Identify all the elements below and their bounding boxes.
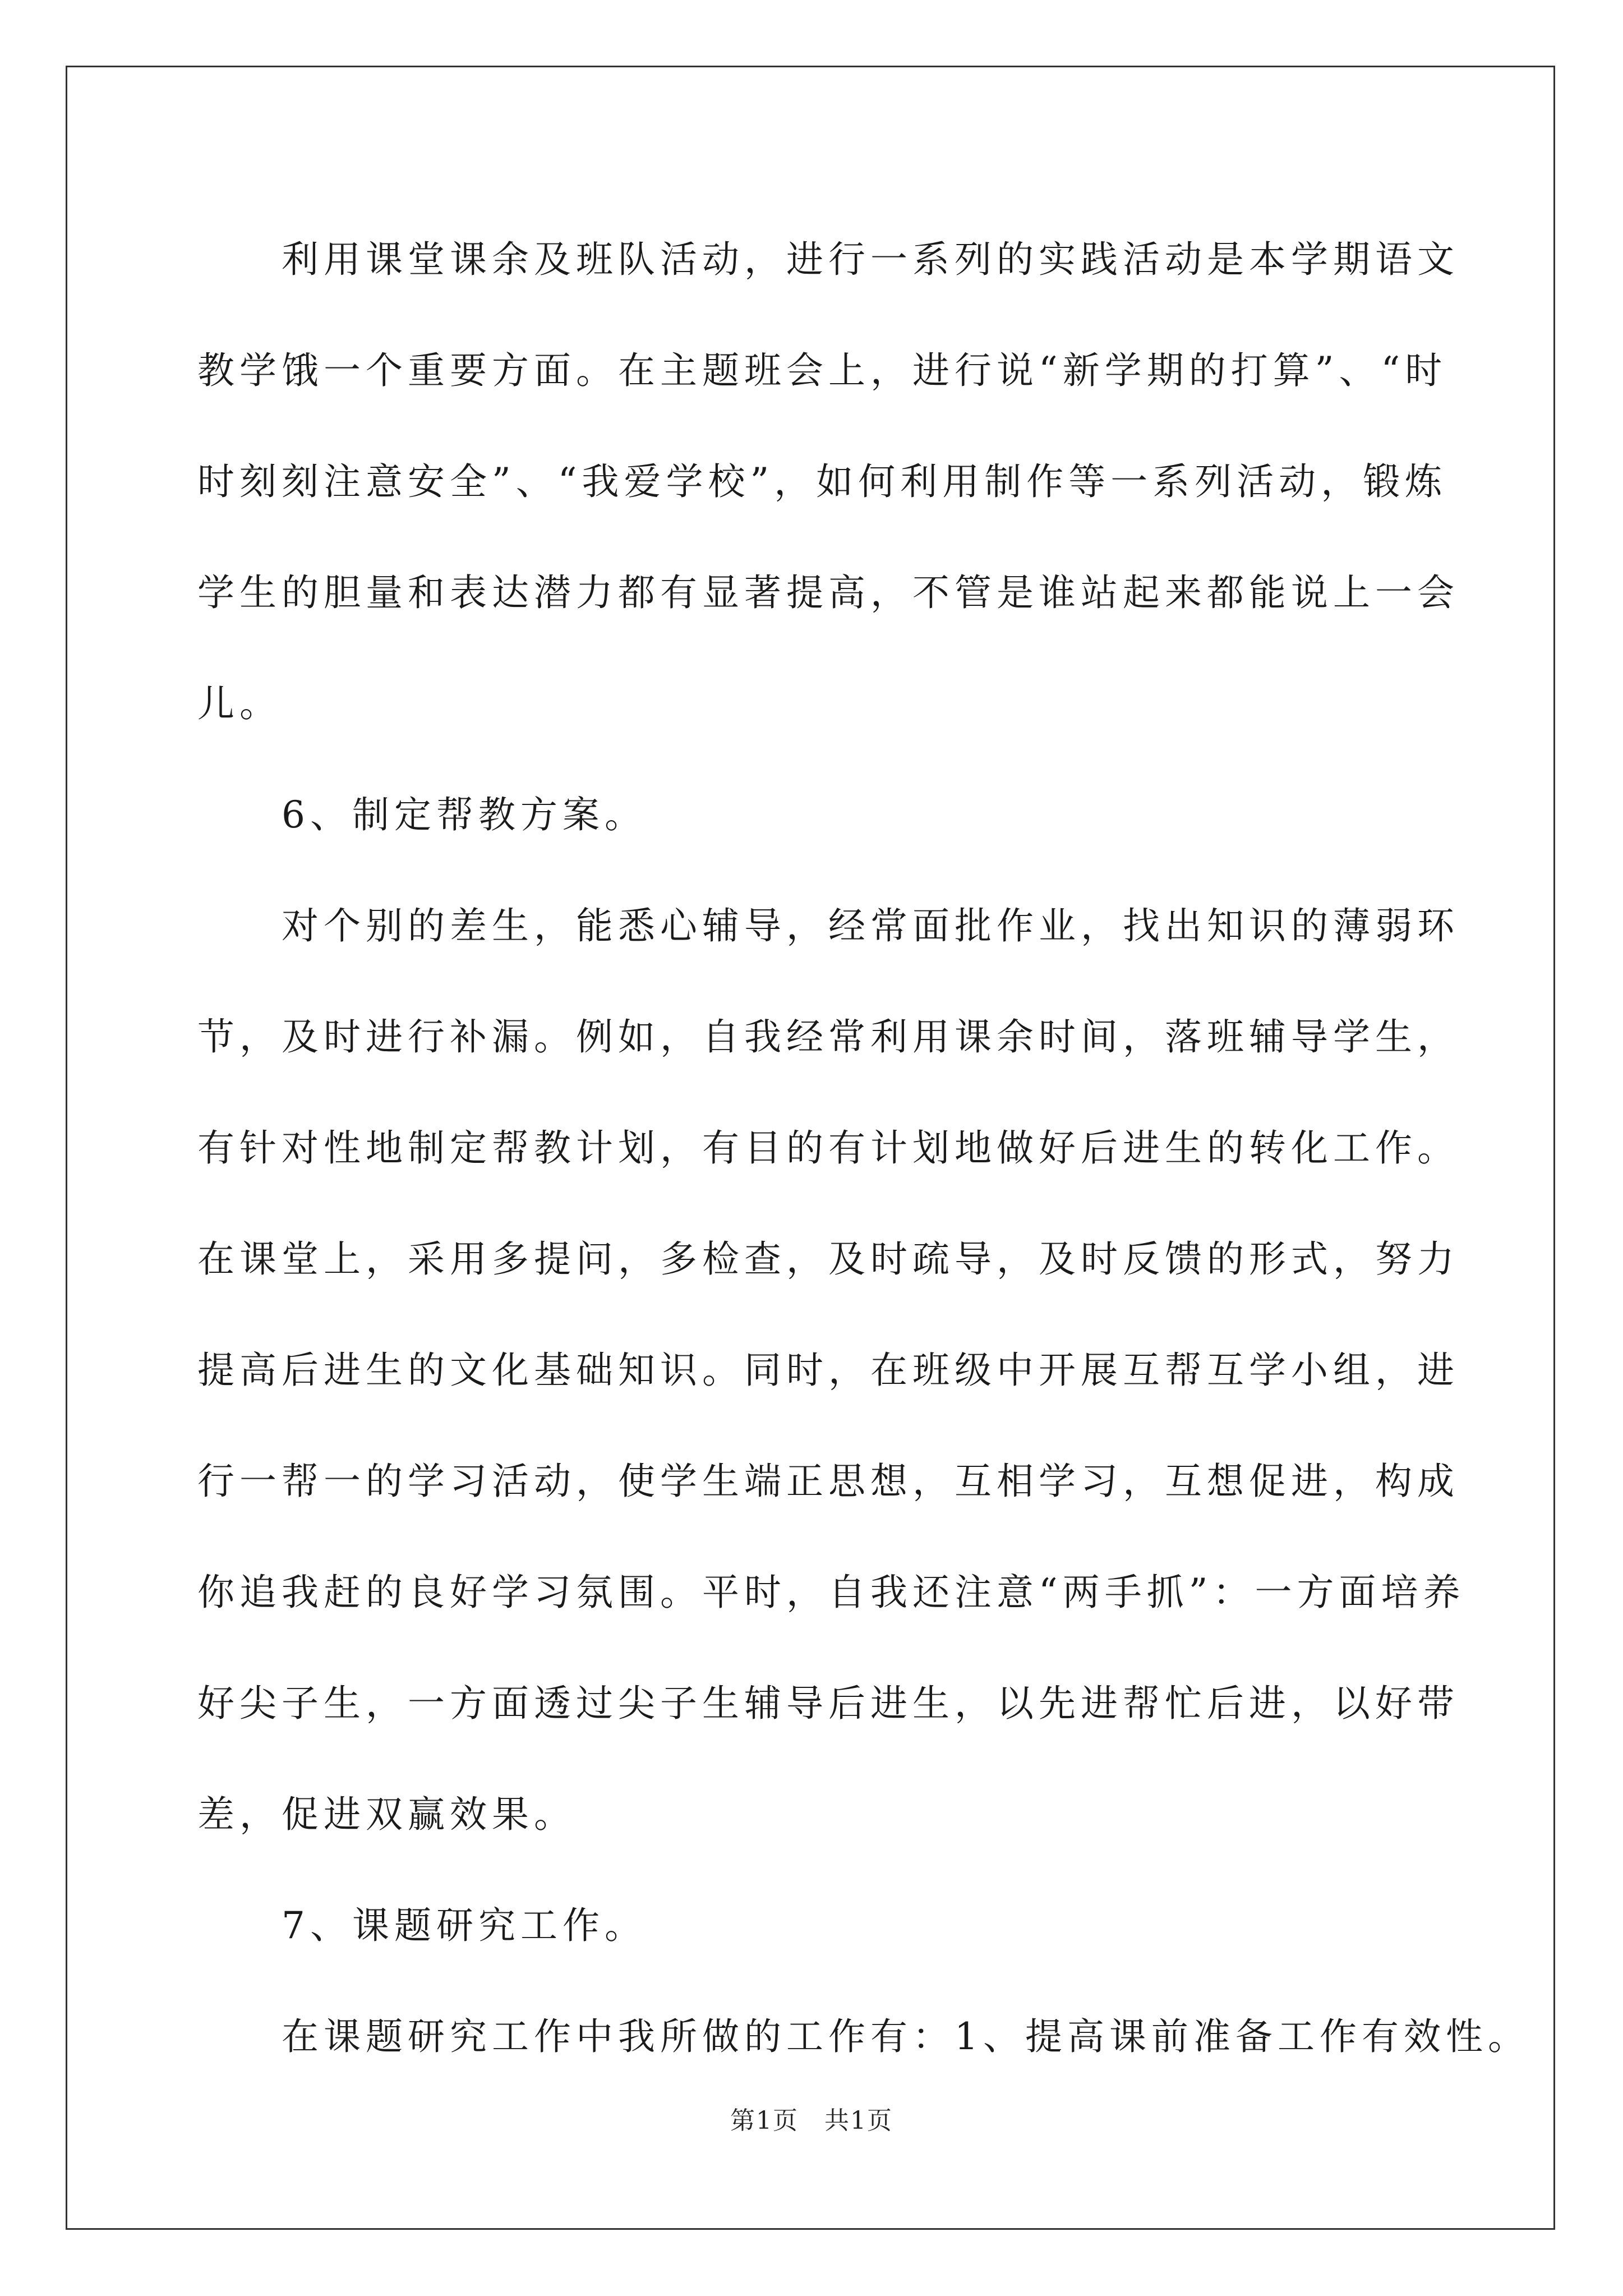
text-line: 差，促进双赢效果。: [197, 1793, 576, 1836]
text-line: 有针对性地制定帮教计划，有目的有计划地做好后进生的转化工作。: [197, 1126, 1459, 1170]
text-line: 在课堂上，采用多提问，多检查，及时疏导，及时反馈的形式，努力: [197, 1237, 1459, 1281]
document-body: [197, 204, 1530, 2092]
text-line: 好尖子生，一方面透过尖子生辅导后进生，以先进帮忙后进，以好带: [197, 1682, 1459, 1725]
text-line: 利用课堂课余及班队活动，进行一系列的实践活动是本学期语文: [282, 238, 1459, 281]
page-footer: 第1页 共1页: [730, 2106, 893, 2135]
text-line: 学生的胆量和表达潜力都有显著提高，不管是谁站起来都能说上一会: [197, 571, 1459, 614]
text-line: 提高后进生的文化基础知识。同时，在班级中开展互帮互学小组，进: [197, 1349, 1459, 1392]
text-line: 行一帮一的学习活动，使学生端正思想，互相学习，互想促进，构成: [197, 1460, 1459, 1503]
text-line: 在课题研究工作中我所做的工作有：1、提高课前准备工作有效性。: [282, 2015, 1530, 2058]
text-line: 节，及时进行补漏。例如，自我经常利用课余时间，落班辅导学生，: [197, 1015, 1459, 1059]
text-line: 儿。: [197, 682, 282, 725]
section-heading: 7、课题研究工作。: [282, 1904, 647, 1947]
section-heading: 6、制定帮教方案。: [282, 793, 647, 836]
text-line: 对个别的差生，能悉心辅导，经常面批作业，找出知识的薄弱环: [282, 904, 1459, 947]
text-line: 时刻刻注意安全”、“我爱学校”，如何利用制作等一系列活动，锻炼: [197, 460, 1447, 503]
text-line: 你追我赶的良好学习氛围。平时，自我还注意“两手抓”：一方面培养: [197, 1571, 1465, 1614]
text-line: 教学饿一个重要方面。在主题班会上，进行说“新学期的打算”、“时: [197, 349, 1447, 392]
